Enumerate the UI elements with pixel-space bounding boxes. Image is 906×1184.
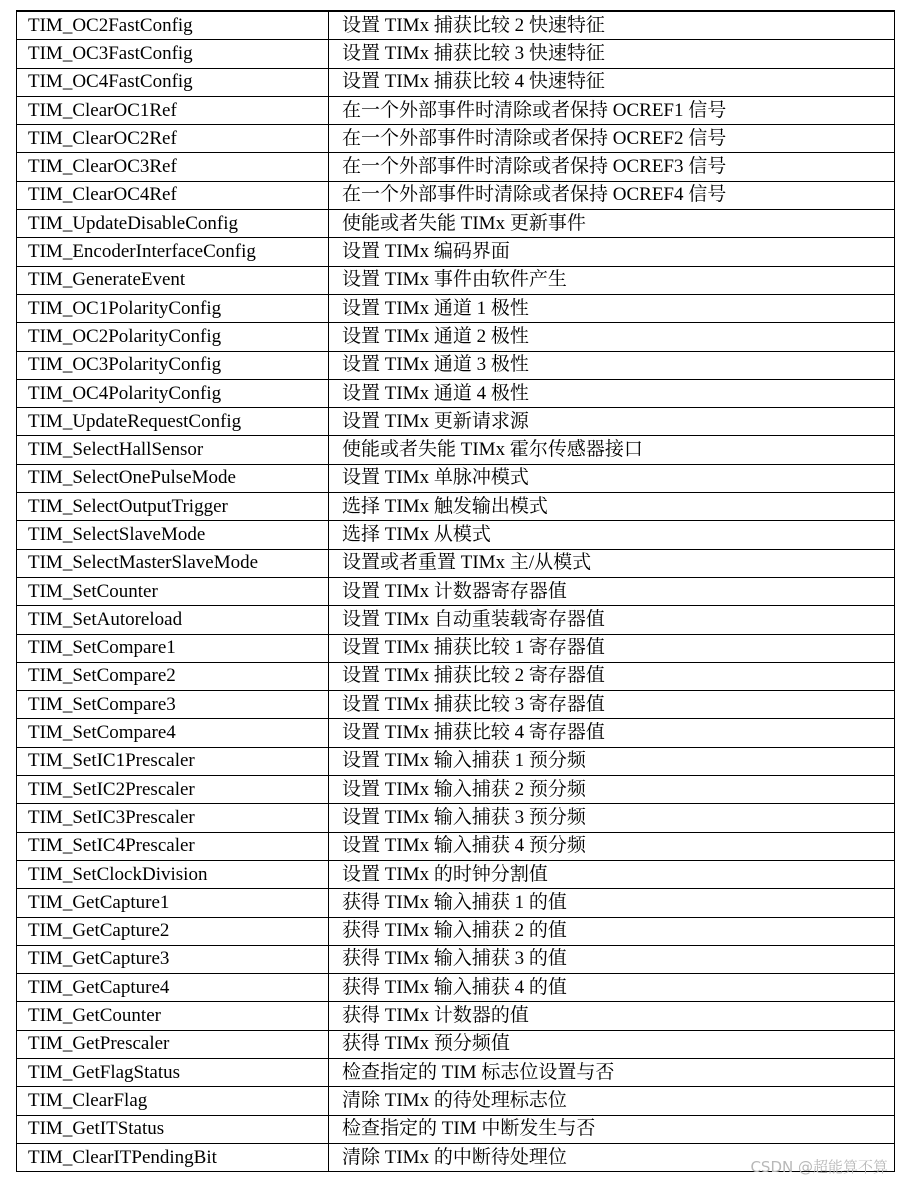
- function-name-cell: TIM_SelectMasterSlaveMode: [17, 549, 329, 577]
- table-row: [17, 351, 895, 379]
- function-name-cell: TIM_SetIC1Prescaler: [17, 747, 329, 775]
- function-description-cell: 设置 TIMx 捕获比较 2 快速特征: [329, 11, 895, 40]
- function-name-cell: TIM_GetCapture1: [17, 889, 329, 917]
- function-name-cell: TIM_OC3FastConfig: [17, 40, 329, 68]
- table-row: [17, 1087, 895, 1115]
- function-description-cell: 检查指定的 TIM 标志位设置与否: [329, 1058, 895, 1086]
- function-description-cell: 获得 TIMx 输入捕获 2 的值: [329, 917, 895, 945]
- table-row: [17, 436, 895, 464]
- function-description-cell: 设置 TIMx 计数器寄存器值: [329, 577, 895, 605]
- function-name-cell: TIM_ClearOC4Ref: [17, 181, 329, 209]
- table-row: [17, 238, 895, 266]
- function-description-cell: 获得 TIMx 计数器的值: [329, 1002, 895, 1030]
- table-row: [17, 634, 895, 662]
- table-row: [17, 323, 895, 351]
- function-name-cell: TIM_SetAutoreload: [17, 606, 329, 634]
- function-description-cell: 设置 TIMx 单脉冲模式: [329, 464, 895, 492]
- function-table: [16, 10, 895, 1172]
- table-row: [17, 549, 895, 577]
- table-row: [17, 1030, 895, 1058]
- function-name-cell: TIM_SetCounter: [17, 577, 329, 605]
- function-description-cell: 设置 TIMx 捕获比较 1 寄存器值: [329, 634, 895, 662]
- function-description-cell: 设置 TIMx 输入捕获 4 预分频: [329, 832, 895, 860]
- table-row: [17, 917, 895, 945]
- function-name-cell: TIM_SelectOnePulseMode: [17, 464, 329, 492]
- function-description-cell: 在一个外部事件时清除或者保持 OCREF3 信号: [329, 153, 895, 181]
- function-description-cell: 使能或者失能 TIMx 更新事件: [329, 210, 895, 238]
- function-description-cell: 获得 TIMx 输入捕获 3 的值: [329, 945, 895, 973]
- function-name-cell: TIM_OC3PolarityConfig: [17, 351, 329, 379]
- table-row: [17, 11, 895, 40]
- function-description-cell: 设置 TIMx 通道 1 极性: [329, 294, 895, 322]
- table-row: [17, 832, 895, 860]
- function-description-cell: 设置 TIMx 通道 4 极性: [329, 379, 895, 407]
- function-description-cell: 设置 TIMx 捕获比较 4 寄存器值: [329, 719, 895, 747]
- table-row: [17, 40, 895, 68]
- function-description-cell: 获得 TIMx 输入捕获 4 的值: [329, 974, 895, 1002]
- function-name-cell: TIM_SetCompare4: [17, 719, 329, 747]
- function-description-cell: 选择 TIMx 从模式: [329, 521, 895, 549]
- table-row: [17, 889, 895, 917]
- function-description-cell: 设置 TIMx 自动重装载寄存器值: [329, 606, 895, 634]
- function-name-cell: TIM_ClearOC2Ref: [17, 125, 329, 153]
- function-description-cell: 在一个外部事件时清除或者保持 OCREF4 信号: [329, 181, 895, 209]
- table-row: [17, 1002, 895, 1030]
- table-row: [17, 747, 895, 775]
- function-name-cell: TIM_ClearOC3Ref: [17, 153, 329, 181]
- function-name-cell: TIM_GetCapture3: [17, 945, 329, 973]
- function-name-cell: TIM_GetFlagStatus: [17, 1058, 329, 1086]
- table-row: [17, 776, 895, 804]
- function-description-cell: 设置 TIMx 更新请求源: [329, 408, 895, 436]
- function-description-cell: 设置 TIMx 捕获比较 2 寄存器值: [329, 662, 895, 690]
- function-name-cell: TIM_EncoderInterfaceConfig: [17, 238, 329, 266]
- table-row: [17, 804, 895, 832]
- function-description-cell: 设置 TIMx 输入捕获 1 预分频: [329, 747, 895, 775]
- function-name-cell: TIM_SetIC4Prescaler: [17, 832, 329, 860]
- table-row: [17, 96, 895, 124]
- table-row: [17, 294, 895, 322]
- function-name-cell: TIM_UpdateRequestConfig: [17, 408, 329, 436]
- table-row: [17, 860, 895, 888]
- function-name-cell: TIM_OC4FastConfig: [17, 68, 329, 96]
- function-name-cell: TIM_UpdateDisableConfig: [17, 210, 329, 238]
- function-description-cell: 设置或者重置 TIMx 主/从模式: [329, 549, 895, 577]
- function-description-cell: 使能或者失能 TIMx 霍尔传感器接口: [329, 436, 895, 464]
- function-table-body: [17, 11, 895, 1172]
- table-row: [17, 408, 895, 436]
- function-name-cell: TIM_SelectOutputTrigger: [17, 493, 329, 521]
- function-description-cell: 设置 TIMx 通道 3 极性: [329, 351, 895, 379]
- table-row: [17, 181, 895, 209]
- table-row: [17, 68, 895, 96]
- function-name-cell: TIM_SetClockDivision: [17, 860, 329, 888]
- table-row: [17, 493, 895, 521]
- table-row: [17, 464, 895, 492]
- function-name-cell: TIM_SetCompare1: [17, 634, 329, 662]
- function-name-cell: TIM_GetPrescaler: [17, 1030, 329, 1058]
- function-description-cell: 设置 TIMx 的时钟分割值: [329, 860, 895, 888]
- function-name-cell: TIM_GetCounter: [17, 1002, 329, 1030]
- function-description-cell: 获得 TIMx 输入捕获 1 的值: [329, 889, 895, 917]
- table-row: [17, 719, 895, 747]
- csdn-watermark: CSDN @超能算不算: [750, 1158, 888, 1176]
- function-description-cell: 清除 TIMx 的中断待处理位: [329, 1143, 895, 1171]
- table-row: [17, 691, 895, 719]
- function-name-cell: TIM_SelectSlaveMode: [17, 521, 329, 549]
- function-name-cell: TIM_GetITStatus: [17, 1115, 329, 1143]
- table-row: [17, 1115, 895, 1143]
- function-name-cell: TIM_GenerateEvent: [17, 266, 329, 294]
- table-row: [17, 662, 895, 690]
- function-name-cell: TIM_SelectHallSensor: [17, 436, 329, 464]
- table-row: [17, 125, 895, 153]
- table-row: [17, 974, 895, 1002]
- function-description-cell: 设置 TIMx 通道 2 极性: [329, 323, 895, 351]
- table-row: [17, 1058, 895, 1086]
- table-row: [17, 266, 895, 294]
- function-description-cell: 检查指定的 TIM 中断发生与否: [329, 1115, 895, 1143]
- function-description-cell: 设置 TIMx 输入捕获 3 预分频: [329, 804, 895, 832]
- function-name-cell: TIM_OC2FastConfig: [17, 11, 329, 40]
- function-name-cell: TIM_ClearOC1Ref: [17, 96, 329, 124]
- function-description-cell: 设置 TIMx 捕获比较 3 寄存器值: [329, 691, 895, 719]
- function-name-cell: TIM_GetCapture2: [17, 917, 329, 945]
- function-description-cell: 设置 TIMx 编码界面: [329, 238, 895, 266]
- function-name-cell: TIM_ClearFlag: [17, 1087, 329, 1115]
- function-description-cell: 设置 TIMx 事件由软件产生: [329, 266, 895, 294]
- table-row: [17, 153, 895, 181]
- table-row: [17, 379, 895, 407]
- function-name-cell: TIM_GetCapture4: [17, 974, 329, 1002]
- table-row: [17, 577, 895, 605]
- table-row: [17, 210, 895, 238]
- function-name-cell: TIM_SetIC3Prescaler: [17, 804, 329, 832]
- function-name-cell: TIM_SetIC2Prescaler: [17, 776, 329, 804]
- function-description-cell: 设置 TIMx 捕获比较 4 快速特征: [329, 68, 895, 96]
- function-name-cell: TIM_ClearITPendingBit: [17, 1143, 329, 1171]
- function-description-cell: 清除 TIMx 的待处理标志位: [329, 1087, 895, 1115]
- table-row: [17, 521, 895, 549]
- function-description-cell: 在一个外部事件时清除或者保持 OCREF2 信号: [329, 125, 895, 153]
- function-description-cell: 设置 TIMx 捕获比较 3 快速特征: [329, 40, 895, 68]
- table-row: [17, 945, 895, 973]
- function-description-cell: 设置 TIMx 输入捕获 2 预分频: [329, 776, 895, 804]
- function-name-cell: TIM_OC2PolarityConfig: [17, 323, 329, 351]
- function-name-cell: TIM_SetCompare3: [17, 691, 329, 719]
- function-name-cell: TIM_SetCompare2: [17, 662, 329, 690]
- function-description-cell: 在一个外部事件时清除或者保持 OCREF1 信号: [329, 96, 895, 124]
- function-description-cell: 获得 TIMx 预分频值: [329, 1030, 895, 1058]
- function-name-cell: TIM_OC1PolarityConfig: [17, 294, 329, 322]
- function-name-cell: TIM_OC4PolarityConfig: [17, 379, 329, 407]
- table-row: [17, 606, 895, 634]
- function-description-cell: 选择 TIMx 触发输出模式: [329, 493, 895, 521]
